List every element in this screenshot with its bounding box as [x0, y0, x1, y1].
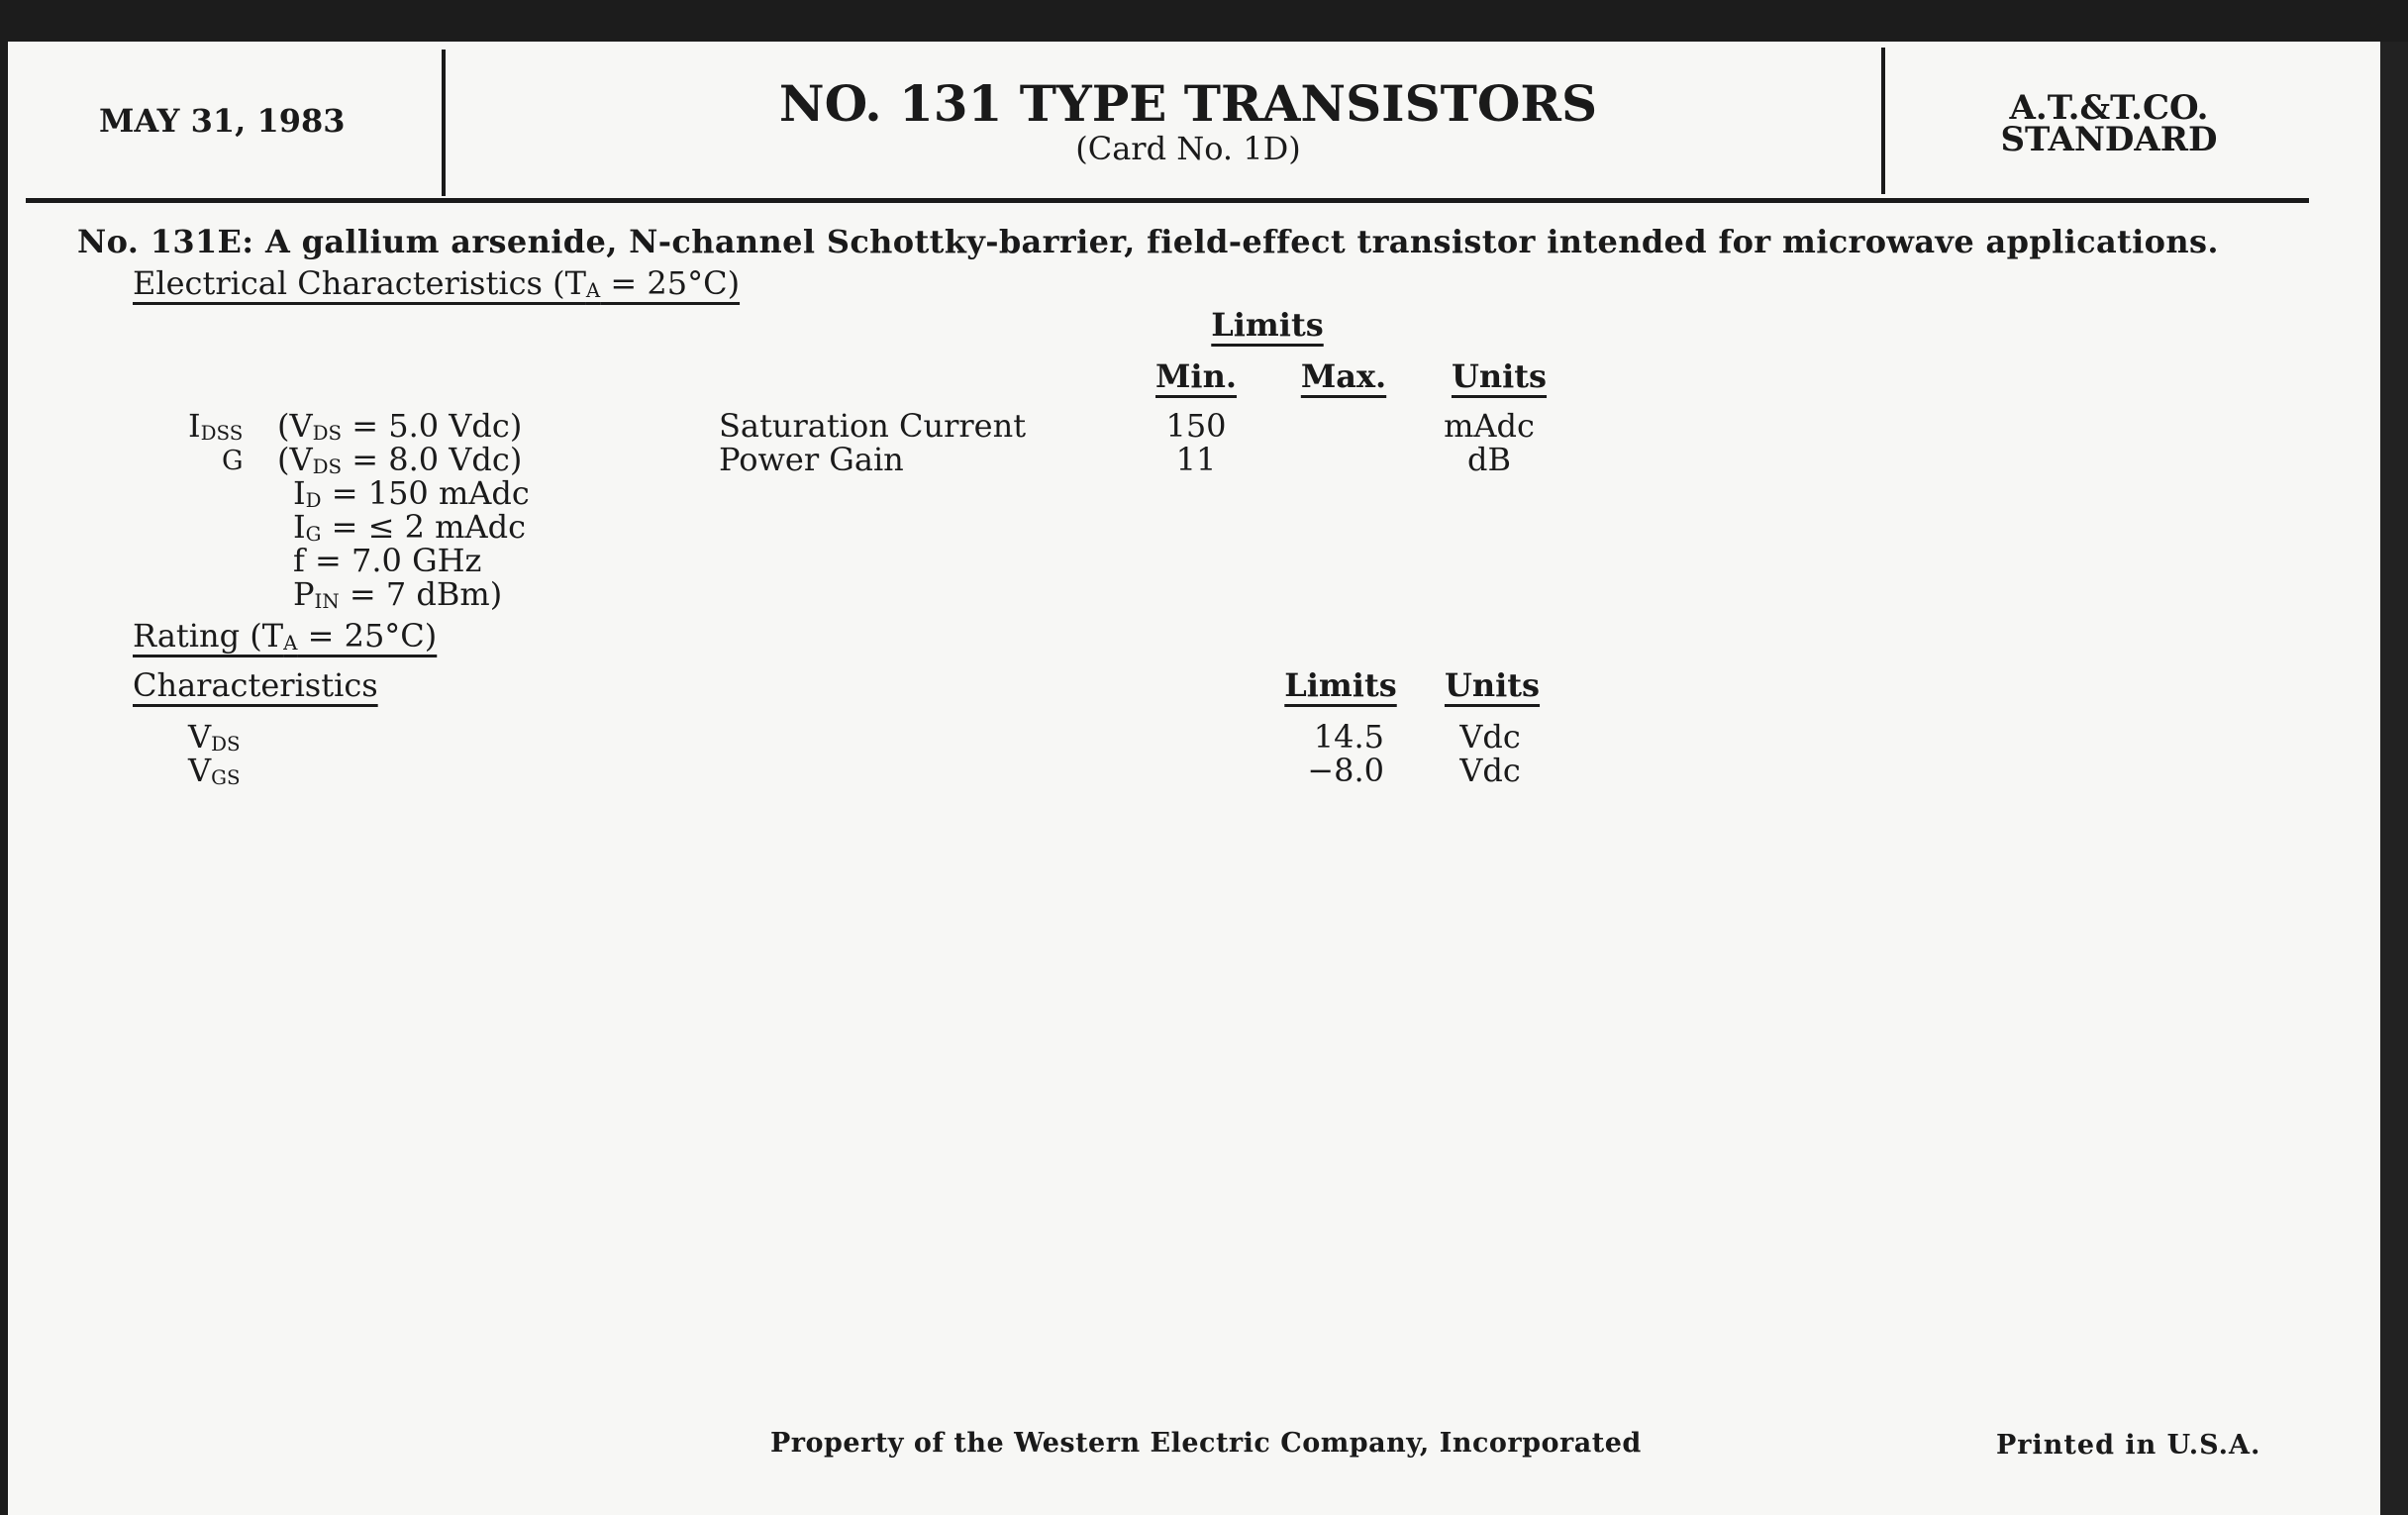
symbol-g: G	[222, 446, 244, 476]
limit-vds: 14.5	[1313, 718, 1384, 756]
units-g: dB	[1467, 441, 1511, 478]
units-vgs: Vdc	[1459, 752, 1521, 789]
min-value-idss: 150	[1165, 407, 1227, 445]
col-max-header: Max.	[1300, 357, 1387, 395]
condition-freq: f = 7.0 GHz	[293, 542, 482, 579]
characteristics-heading: Characteristics	[133, 666, 378, 704]
desc-power-gain: Power Gain	[719, 441, 904, 478]
units-idss: mAdc	[1444, 407, 1535, 445]
rating-col-units: Units	[1444, 666, 1541, 704]
col-units-header: Units	[1451, 357, 1548, 395]
rating-heading: Rating $(T_A = 25^\circ C)$	[133, 617, 438, 655]
header-date: MAY 31, 1983	[99, 102, 346, 140]
card-number: (Card No. 1D)	[1075, 130, 1301, 167]
condition-pin: $P_{IN} = 7$ dBm)	[293, 575, 503, 613]
condition-ig: $I_G$ = ≤ 2 mAdc	[293, 508, 527, 546]
limits-label: Limits	[1211, 306, 1324, 344]
document-card	[8, 42, 2380, 1515]
symbol-vgs: $V_{GS}$	[188, 752, 241, 789]
org-line-1: A.T.&T.CO.	[2009, 88, 2209, 128]
intro-text: No. 131E: A gallium arsenide, N-channel Schottky-barrier, field-effect transistor intended for microwave applications.	[77, 223, 2219, 260]
footer-property: Property of the Western Electric Company, Incorporated	[770, 1428, 1642, 1459]
header-divider-left	[442, 50, 446, 196]
condition-id: $I_D = 150$ mAdc	[293, 474, 530, 512]
header-rule	[26, 198, 2309, 203]
footer-printed: Printed in U.S.A.	[1996, 1430, 2261, 1461]
desc-saturation-current: Saturation Current	[719, 407, 1027, 445]
header-divider-right	[1881, 48, 1885, 194]
condition-vds-8: ($V_{DS} = 8.0$ Vdc)	[277, 441, 523, 478]
symbol-idss: $I_{DSS}$	[188, 407, 244, 445]
electrical-heading: Electrical Characteristics $(T_A = 25^\circ C)$	[133, 264, 741, 302]
units-vds: Vdc	[1459, 718, 1521, 756]
symbol-vds: $V_{DS}$	[188, 718, 241, 756]
org-line-2: STANDARD	[2000, 120, 2218, 159]
page-title: NO. 131 TYPE TRANSISTORS	[778, 74, 1598, 133]
condition-vds-5: ($V_{DS} = 5.0$ Vdc)	[277, 407, 523, 445]
col-min-header: Min.	[1155, 357, 1237, 395]
min-value-g: 11	[1175, 441, 1217, 478]
limit-vgs: −8.0	[1307, 752, 1384, 789]
rating-col-limits: Limits	[1284, 666, 1397, 704]
scan-border	[2380, 42, 2408, 1515]
